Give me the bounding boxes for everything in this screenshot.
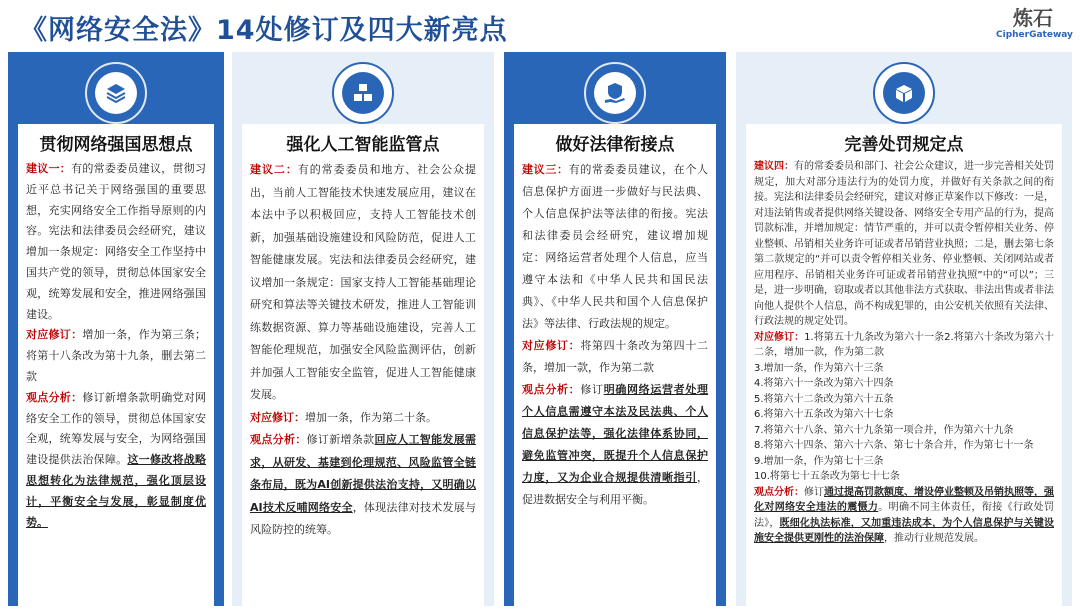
revise-text: 增加一条，作为第三条；将第十八条改为第十九条，删去第二款 — [26, 328, 207, 383]
icon-badge — [584, 62, 646, 124]
revise-item: 6.将第六十五条改为第六十七条 — [754, 409, 894, 420]
shield-hand-icon — [594, 72, 636, 114]
panel-card — [514, 124, 716, 606]
revise-item: 9.增加一条，作为第七十三条 — [754, 455, 884, 467]
cubes-icon — [342, 72, 384, 114]
revise-label: 对应修订： — [250, 410, 305, 424]
view-tail: ，体现法律对技术发展与风险防控的统筹。 — [250, 500, 476, 536]
view-label: 观点分析： — [26, 390, 83, 404]
revise-text: 增加一条，作为第二十条。 — [305, 410, 437, 424]
revise-item: 1.将第五十九条改为第六十一条2.将第六十条改为第六十二条，增加一款，作为第二款 — [754, 331, 1054, 358]
view-highlight: 明确网络运营者处理个人信息需遵守本法及民法典、个人信息保护法等，强化法律体系协同，避免监管冲突，既提升个人信息保护力度，又为企业合规提供清晰指引 — [522, 383, 709, 484]
suggest-text: 有的常委委员和地方、社会公众提出，当前人工智能技术快速发展应用，建议在本法中予以积极回应，支持人工智能技术创新，加强基础设施建设和风险防范，促进人工智能健康发展。宪法和法律委员会经研究，建议增加一条规定：国家支持人工智能基础理论研究和算法等关键技术研发，推进人工智能训练数据资源、算力等基础设施建设，完善人工智能伦理规范，加强安全风险监测评估，创新并加强人工智能安全监管，促进人工智能健康发展。 — [250, 163, 477, 401]
layers-icon — [95, 72, 137, 114]
revise-item: 8.将第六十四条、第六十六条、第七十条合并，作为第七十一条 — [754, 440, 1034, 451]
page-title: 《网络安全法》14处修订及四大新亮点 — [20, 15, 508, 46]
panel-body — [522, 159, 708, 511]
suggest-text: 有的常委委员建议，在个人信息保护方面进一步做好与民法典、个人信息保护法等法律的衔接。宪法和法律委员会经研究，建议增加规定：网络运营者处理个人信息，应当遵守本法和《中华人民共和国民法典》、《中华人民共和国个人信息保护法》等法律、行政法规的规定。 — [522, 163, 709, 330]
view-tail: ，推动行业规范发展。 — [884, 533, 984, 544]
view-highlight: 这一修改将战略思想转化为法律规范，强化顶层设计，平衡安全与发展，彰显制度优势。 — [26, 453, 207, 529]
revise-item: 10.将第七十五条改为第七十七条 — [754, 471, 900, 482]
revise-text: 将第四十条改为第四十二条，增加一款，作为第二款 — [522, 339, 709, 374]
panel-heading: 强化人工智能监管点 — [286, 135, 440, 155]
icon-badge — [873, 62, 935, 124]
suggest-label: 建议三： — [522, 163, 569, 176]
panel-card — [746, 124, 1062, 606]
view-highlight-2: 既细化执法标准，又加重违法成本，为个人信息保护与关键设施安全提供更刚性的法治保障 — [754, 517, 1055, 544]
view-mid: 。明确不同主体责任，衔接《行政处罚法》， — [754, 502, 1055, 529]
revise-label: 对应修订： — [522, 339, 581, 352]
icon-badge — [332, 62, 394, 124]
panel-body — [26, 159, 206, 533]
view-highlight: 通过提高罚款额度、增设停业整顿及吊销执照等，强化对网络安全违法的震慑力 — [754, 486, 1054, 513]
view-label: 观点分析： — [754, 486, 804, 498]
view-highlight: 回应人工智能发展需求，从研发、基建到伦理规范、风险监管全链条布局，既为AI创新提供法治支持，又明确以AI技术反哺网络安全 — [250, 433, 477, 514]
panel-ideology — [8, 52, 224, 606]
view-text: 修订新增条款 — [306, 433, 375, 446]
revise-label: 对应修订： — [754, 331, 805, 343]
view-text: 修订 — [580, 383, 604, 396]
panel-penalty — [736, 52, 1072, 606]
view-text: 修订新增条款明确党对网络安全工作的领导，贯彻总体国家安全观，统筹发展与安全，为网络强国建设提供法治保障。 — [26, 390, 207, 467]
panel-heading: 做好法律衔接点 — [555, 135, 675, 155]
revise-item: 5.将第六十二条改为第六十五条 — [754, 393, 894, 405]
revise-label: 对应修订： — [26, 328, 83, 342]
suggest-label: 建议四： — [754, 161, 794, 172]
suggest-text: 有的常委委员建议，贯彻习近平总书记关于网络强国的重要思想，充实网络安全工作指导原则的内容。宪法和法律委员会经研究，建议增加一条规定：网络安全工作坚持中国共产党的领导，贯彻总体国家安全观，统筹发展和安全，推进网络强国建设。 — [26, 162, 207, 321]
suggest-label: 建议一： — [26, 162, 72, 175]
panel-body — [754, 159, 1054, 547]
view-tail: ，促进数据安全与利用平衡。 — [522, 471, 708, 506]
panel-card — [18, 124, 214, 606]
box-cart-icon — [883, 72, 925, 114]
icon-badge — [85, 62, 147, 124]
panel-heading: 完善处罚规定点 — [844, 135, 964, 155]
logo-cn: 炼石 — [1013, 6, 1053, 30]
view-text: 修订 — [804, 486, 824, 498]
revise-item: 4.将第六十一条改为第六十四条 — [754, 378, 894, 389]
panel-card — [242, 124, 484, 606]
revise-item: 7.将第六十八条、第六十九条第一项合并，作为第六十九条 — [754, 424, 1014, 436]
suggest-label: 建议二： — [250, 163, 298, 176]
panel-ai — [232, 52, 494, 606]
revise-item: 3.增加一条，作为第六十三条 — [754, 362, 884, 374]
view-label: 观点分析： — [522, 383, 581, 396]
panel-heading: 贯彻网络强国思想点 — [39, 135, 193, 155]
suggest-text: 有的常委委员和部门、社会公众建议，进一步完善相关处罚规定，加大对部分违法行为的处罚力度，并做好有关条款之间的衔接。宪法和法律委员会经研究，建议对修正草案作以下修改：一是，对违法销售或者提供网络关键设备、网络安全专用产品的行为，提高罚款标准，并增加规定：情节严重的，并可以责令暂停相关业务、停业整顿、吊销相关业务许可证或者吊销营业执照；二是，删去第七条第二款规定的“并可以责令暂停相关业务、停业整顿、关闭网站或者应用程序、吊销相关业务许可证或者吊销营业执照”中的“可以”；三是，进一步明确，窃取或者以其他非法方式获取、非法出售或者非法向他人提供个人信息，尚不构成犯罪的，由公安机关依照有关法律、行政法规的规定处罚。 — [754, 161, 1054, 327]
logo — [996, 6, 1073, 40]
view-label: 观点分析： — [250, 433, 307, 446]
logo-en: CipherGateway — [996, 30, 1073, 40]
panel-body — [250, 159, 476, 542]
panel-law — [504, 52, 726, 606]
